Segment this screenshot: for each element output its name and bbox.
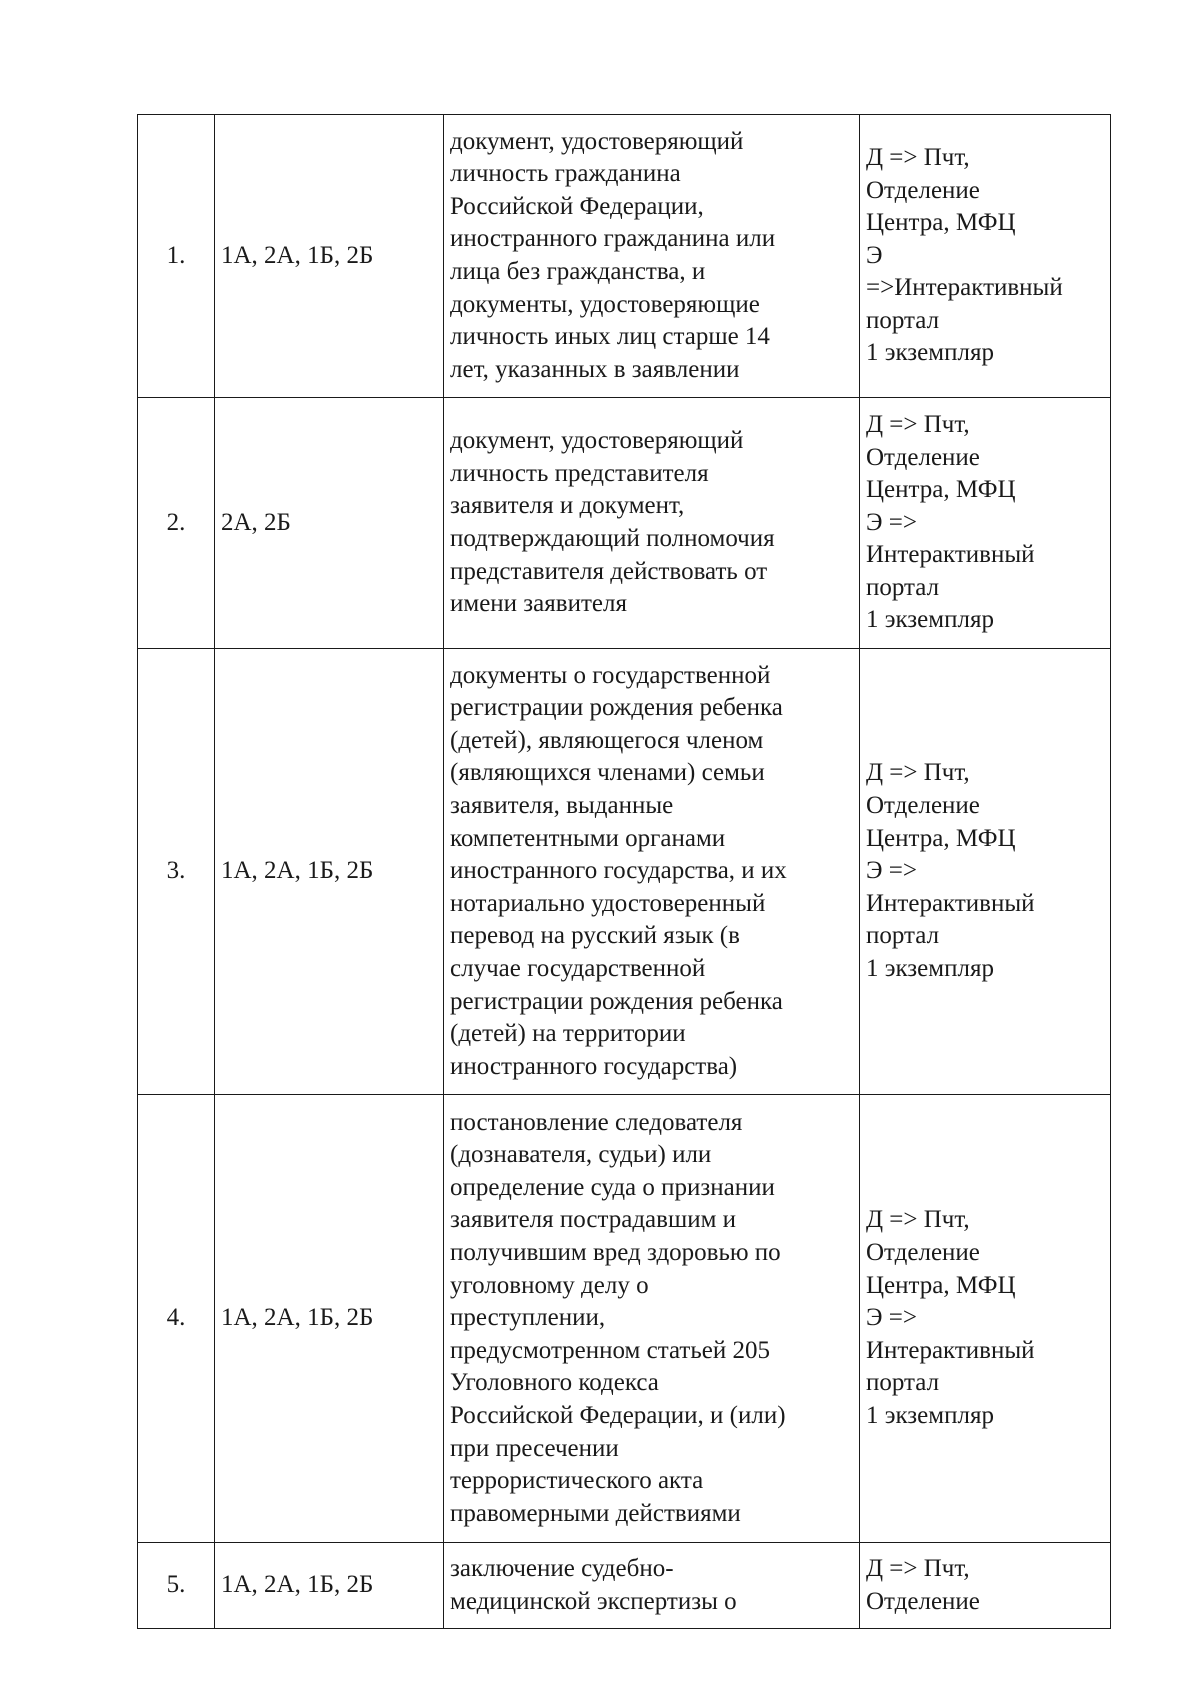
table-row — [138, 398, 1111, 649]
row-submission-method: Д => Пчт, Отделение Центра, МФЦ Э => Интерактивный портал 1 экземпляр — [860, 1095, 1111, 1543]
row-categories: 1А, 2А, 1Б, 2Б — [215, 1543, 444, 1629]
table-row — [138, 115, 1111, 398]
row-submission-method: Д => Пчт, Отделение Центра, МФЦ Э =>Интерактивный портал 1 экземпляр — [860, 115, 1111, 398]
row-document: документы о государственной регистрации рождения ребенка (детей), являющегося членом (являющихся членами) семьи заявителя, выданные компетентными органами иностранного государства, и их нотариально удостоверенный перевод на русский язык (в случае государственной регистрации рождения ребенка (детей) на территории иностранного государства) — [444, 649, 860, 1095]
row-submission-method: Д => Пчт, Отделение Центра, МФЦ Э => Интерактивный портал 1 экземпляр — [860, 398, 1111, 649]
row-document: заключение судебно- медицинской экспертизы о — [444, 1543, 860, 1629]
documents-table — [137, 114, 1111, 1629]
row-number: 5. — [138, 1543, 215, 1629]
table-row — [138, 1543, 1111, 1629]
row-number: 4. — [138, 1095, 215, 1543]
row-document: документ, удостоверяющий личность гражданина Российской Федерации, иностранного гражданина или лица без гражданства, и документы, удостоверяющие личность иных лиц старше 14 лет, указанных в заявлении — [444, 115, 860, 398]
table-row — [138, 1095, 1111, 1543]
row-categories: 1А, 2А, 1Б, 2Б — [215, 115, 444, 398]
table-row — [138, 649, 1111, 1095]
row-submission-method: Д => Пчт, Отделение — [860, 1543, 1111, 1629]
row-categories: 1А, 2А, 1Б, 2Б — [215, 649, 444, 1095]
row-number: 1. — [138, 115, 215, 398]
row-categories: 1А, 2А, 1Б, 2Б — [215, 1095, 444, 1543]
row-document: документ, удостоверяющий личность представителя заявителя и документ, подтверждающий полномочия представителя действовать от имени заявителя — [444, 398, 860, 649]
row-submission-method: Д => Пчт, Отделение Центра, МФЦ Э => Интерактивный портал 1 экземпляр — [860, 649, 1111, 1095]
row-number: 2. — [138, 398, 215, 649]
row-categories: 2А, 2Б — [215, 398, 444, 649]
row-number: 3. — [138, 649, 215, 1095]
row-document: постановление следователя (дознавателя, судьи) или определение суда о признании заявителя пострадавшим и получившим вред здоровью по уголовному делу о преступлении, предусмотренном статьей 205 Уголовного кодекса Российской Федерации, и (или) при пресечении террористического акта правомерными действиями — [444, 1095, 860, 1543]
